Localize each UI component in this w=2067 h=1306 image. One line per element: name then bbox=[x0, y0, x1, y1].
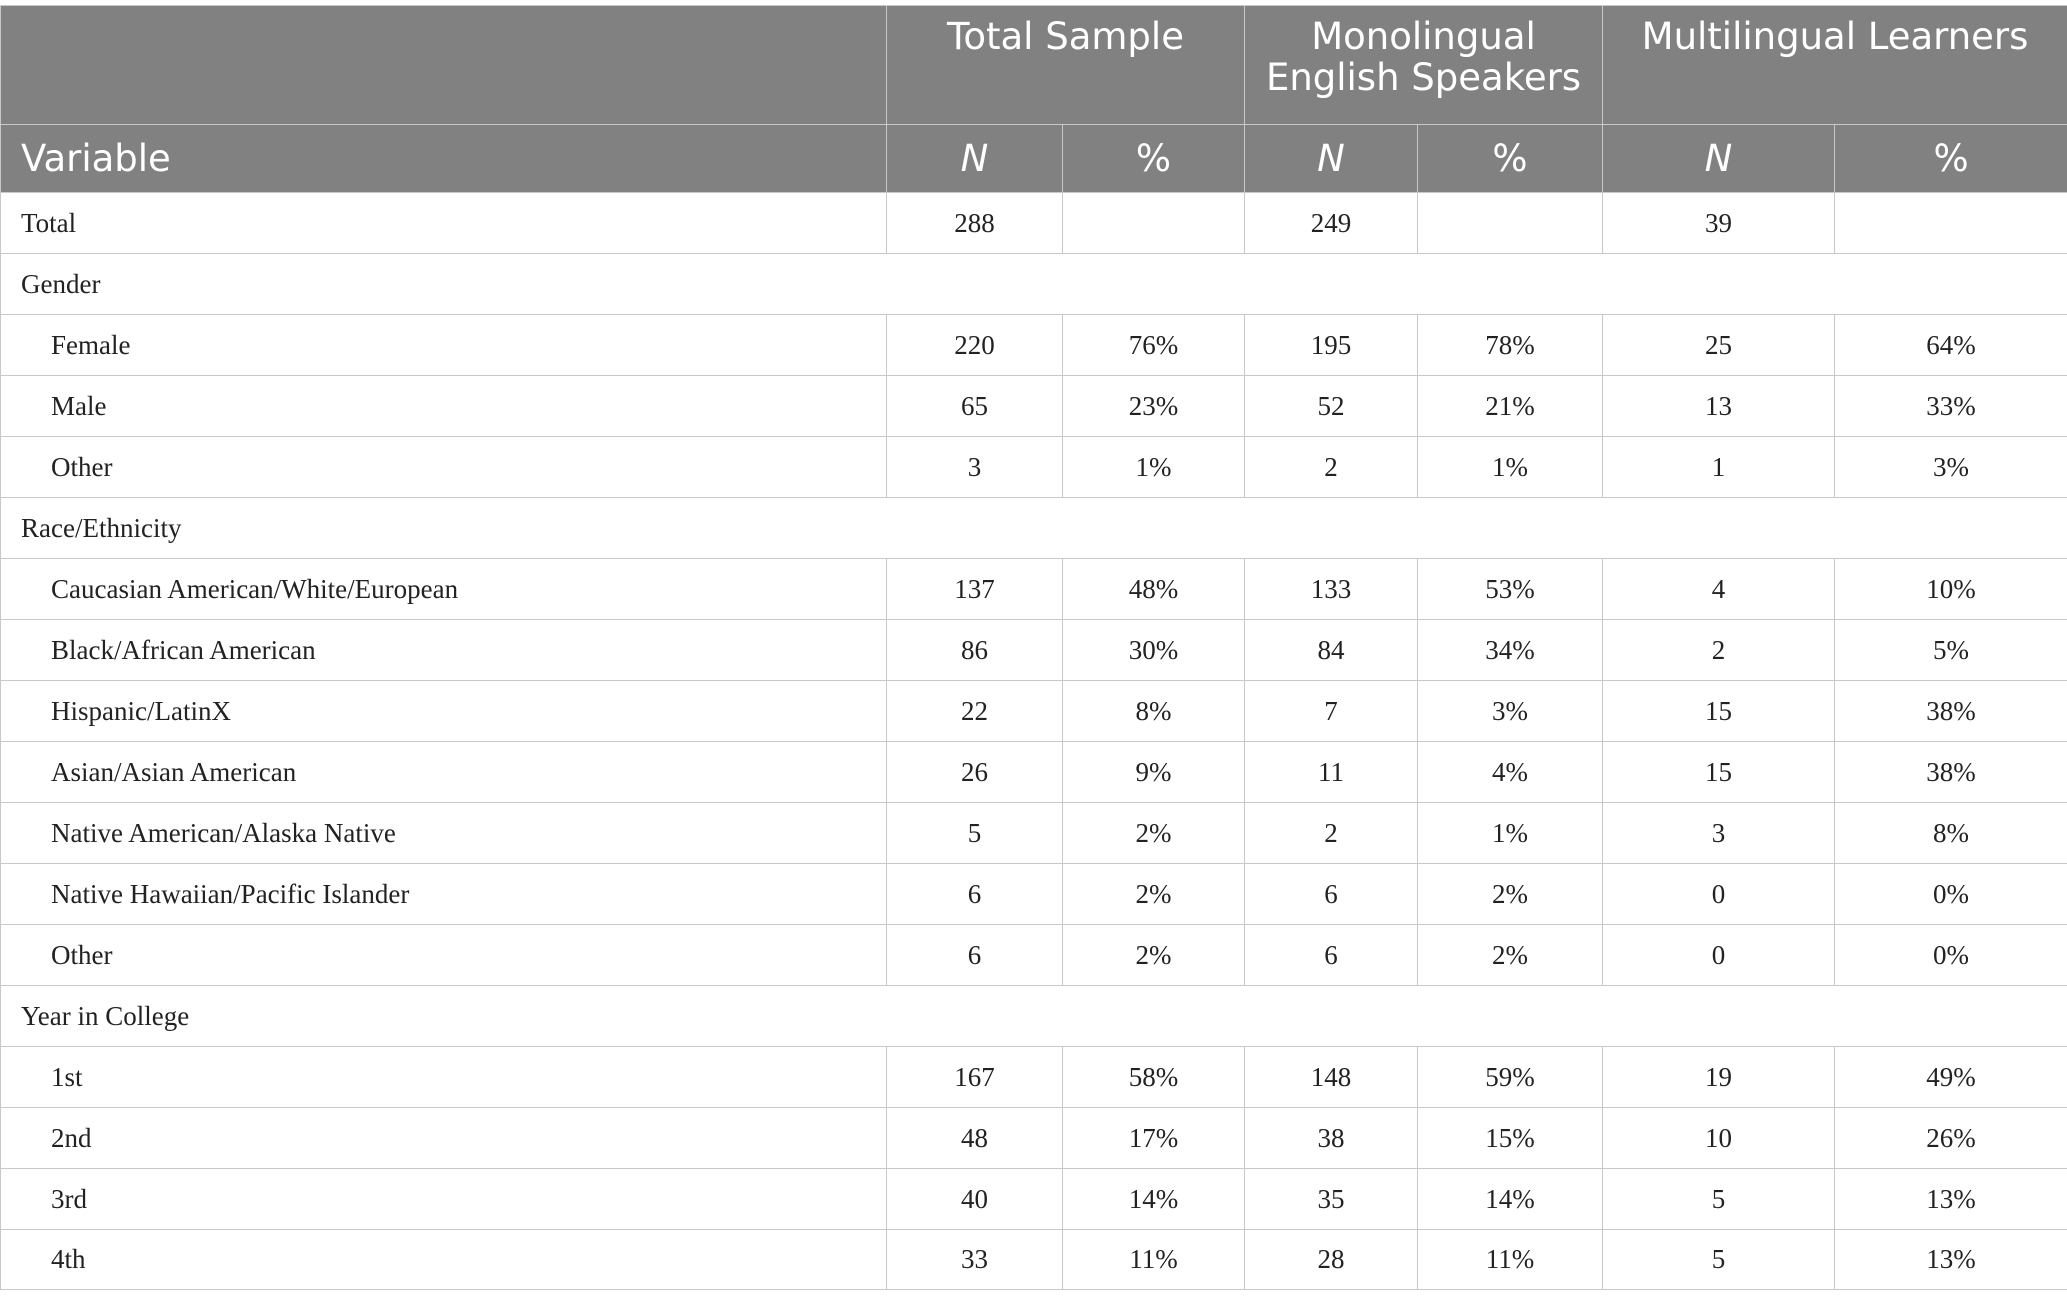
group-header-row bbox=[1, 6, 2067, 125]
row-label: Other bbox=[1, 925, 887, 986]
row-label: Hispanic/LatinX bbox=[1, 681, 887, 742]
table-row bbox=[1, 1047, 2067, 1108]
column-header-row bbox=[1, 125, 2067, 193]
row-label: Black/African American bbox=[1, 620, 887, 681]
cell-multi-pct: 38% bbox=[1835, 742, 2067, 803]
cell-mono-n: 35 bbox=[1245, 1169, 1418, 1230]
table-row bbox=[1, 437, 2067, 498]
group-header-monolingual: Monolingual English Speakers bbox=[1245, 6, 1603, 125]
row-label: Female bbox=[1, 315, 887, 376]
cell-total-n: 65 bbox=[887, 376, 1063, 437]
cell-total-n: 5 bbox=[887, 803, 1063, 864]
cell-total-pct: 14% bbox=[1063, 1169, 1245, 1230]
cell-total-pct: 76% bbox=[1063, 315, 1245, 376]
pct-header: % bbox=[1418, 125, 1603, 193]
cell-total-pct: 2% bbox=[1063, 864, 1245, 925]
group-header-multilingual: Multilingual Learners bbox=[1603, 6, 2067, 125]
cell-multi-pct: 5% bbox=[1835, 620, 2067, 681]
cell-total-pct: 1% bbox=[1063, 437, 1245, 498]
cell-total-n: 137 bbox=[887, 559, 1063, 620]
cell-multi-pct bbox=[1835, 193, 2067, 254]
section-row-year-in-college bbox=[1, 986, 2067, 1047]
cell-mono-n: 38 bbox=[1245, 1108, 1418, 1169]
table-row bbox=[1, 376, 2067, 437]
cell-total-pct bbox=[1063, 193, 1245, 254]
section-label: Race/Ethnicity bbox=[1, 498, 2067, 559]
table-row bbox=[1, 681, 2067, 742]
cell-multi-n: 5 bbox=[1603, 1169, 1835, 1230]
cell-multi-pct: 64% bbox=[1835, 315, 2067, 376]
table-row bbox=[1, 559, 2067, 620]
cell-mono-pct: 78% bbox=[1418, 315, 1603, 376]
cell-mono-pct: 4% bbox=[1418, 742, 1603, 803]
cell-total-n: 86 bbox=[887, 620, 1063, 681]
row-label: 3rd bbox=[1, 1169, 887, 1230]
cell-multi-n: 39 bbox=[1603, 193, 1835, 254]
cell-multi-n: 5 bbox=[1603, 1230, 1835, 1290]
cell-multi-n: 0 bbox=[1603, 925, 1835, 986]
cell-multi-pct: 33% bbox=[1835, 376, 2067, 437]
cell-total-pct: 9% bbox=[1063, 742, 1245, 803]
cell-total-pct: 23% bbox=[1063, 376, 1245, 437]
cell-mono-n: 7 bbox=[1245, 681, 1418, 742]
cell-mono-pct: 15% bbox=[1418, 1108, 1603, 1169]
cell-total-pct: 30% bbox=[1063, 620, 1245, 681]
table-row bbox=[1, 315, 2067, 376]
cell-multi-n: 2 bbox=[1603, 620, 1835, 681]
section-row-race-ethnicity bbox=[1, 498, 2067, 559]
cell-mono-n: 249 bbox=[1245, 193, 1418, 254]
table-row bbox=[1, 1230, 2067, 1290]
row-label: 1st bbox=[1, 1047, 887, 1108]
cell-total-n: 6 bbox=[887, 864, 1063, 925]
cell-multi-pct: 8% bbox=[1835, 803, 2067, 864]
table-row bbox=[1, 1108, 2067, 1169]
header-blank-cell bbox=[1, 6, 887, 125]
cell-multi-pct: 13% bbox=[1835, 1169, 2067, 1230]
cell-multi-n: 13 bbox=[1603, 376, 1835, 437]
n-header: N bbox=[1245, 125, 1418, 193]
cell-multi-pct: 49% bbox=[1835, 1047, 2067, 1108]
section-label: Year in College bbox=[1, 986, 2067, 1047]
cell-mono-pct: 2% bbox=[1418, 925, 1603, 986]
table-row bbox=[1, 620, 2067, 681]
section-row-gender bbox=[1, 254, 2067, 315]
row-label: Other bbox=[1, 437, 887, 498]
row-label: Male bbox=[1, 376, 887, 437]
cell-mono-n: 84 bbox=[1245, 620, 1418, 681]
cell-mono-n: 195 bbox=[1245, 315, 1418, 376]
cell-mono-n: 148 bbox=[1245, 1047, 1418, 1108]
group-header-total-sample: Total Sample bbox=[887, 6, 1245, 125]
pct-header: % bbox=[1835, 125, 2067, 193]
row-label: Native Hawaiian/Pacific Islander bbox=[1, 864, 887, 925]
cell-multi-pct: 3% bbox=[1835, 437, 2067, 498]
cell-total-pct: 11% bbox=[1063, 1230, 1245, 1290]
cell-total-n: 167 bbox=[887, 1047, 1063, 1108]
cell-mono-pct: 2% bbox=[1418, 864, 1603, 925]
cell-total-pct: 58% bbox=[1063, 1047, 1245, 1108]
row-label: Total bbox=[1, 193, 887, 254]
cell-mono-pct: 59% bbox=[1418, 1047, 1603, 1108]
cell-total-pct: 48% bbox=[1063, 559, 1245, 620]
cell-multi-n: 1 bbox=[1603, 437, 1835, 498]
cell-mono-pct: 3% bbox=[1418, 681, 1603, 742]
cell-total-pct: 2% bbox=[1063, 803, 1245, 864]
cell-multi-n: 15 bbox=[1603, 742, 1835, 803]
cell-mono-n: 11 bbox=[1245, 742, 1418, 803]
cell-mono-n: 28 bbox=[1245, 1230, 1418, 1290]
cell-mono-pct: 21% bbox=[1418, 376, 1603, 437]
cell-mono-pct: 11% bbox=[1418, 1230, 1603, 1290]
cell-mono-n: 2 bbox=[1245, 437, 1418, 498]
cell-mono-n: 6 bbox=[1245, 864, 1418, 925]
cell-total-pct: 17% bbox=[1063, 1108, 1245, 1169]
n-header: N bbox=[1603, 125, 1835, 193]
row-label: Asian/Asian American bbox=[1, 742, 887, 803]
row-label: 4th bbox=[1, 1230, 887, 1290]
variable-header: Variable bbox=[1, 125, 887, 193]
cell-mono-n: 52 bbox=[1245, 376, 1418, 437]
cell-total-n: 3 bbox=[887, 437, 1063, 498]
cell-total-pct: 8% bbox=[1063, 681, 1245, 742]
cell-total-n: 40 bbox=[887, 1169, 1063, 1230]
cell-mono-pct: 1% bbox=[1418, 437, 1603, 498]
cell-total-n: 288 bbox=[887, 193, 1063, 254]
table-row bbox=[1, 864, 2067, 925]
cell-multi-pct: 13% bbox=[1835, 1230, 2067, 1290]
demographics-table bbox=[0, 5, 2067, 1290]
section-label: Gender bbox=[1, 254, 2067, 315]
row-label: 2nd bbox=[1, 1108, 887, 1169]
cell-total-n: 48 bbox=[887, 1108, 1063, 1169]
cell-mono-pct: 53% bbox=[1418, 559, 1603, 620]
table-row bbox=[1, 803, 2067, 864]
table-row-total bbox=[1, 193, 2067, 254]
cell-mono-pct: 14% bbox=[1418, 1169, 1603, 1230]
cell-total-n: 33 bbox=[887, 1230, 1063, 1290]
n-header: N bbox=[887, 125, 1063, 193]
cell-multi-pct: 38% bbox=[1835, 681, 2067, 742]
cell-multi-n: 25 bbox=[1603, 315, 1835, 376]
cell-multi-n: 15 bbox=[1603, 681, 1835, 742]
cell-multi-n: 3 bbox=[1603, 803, 1835, 864]
row-label: Native American/Alaska Native bbox=[1, 803, 887, 864]
cell-mono-n: 6 bbox=[1245, 925, 1418, 986]
row-label: Caucasian American/White/European bbox=[1, 559, 887, 620]
cell-multi-pct: 0% bbox=[1835, 864, 2067, 925]
cell-multi-n: 19 bbox=[1603, 1047, 1835, 1108]
cell-multi-n: 4 bbox=[1603, 559, 1835, 620]
cell-multi-pct: 0% bbox=[1835, 925, 2067, 986]
cell-total-n: 22 bbox=[887, 681, 1063, 742]
cell-multi-pct: 26% bbox=[1835, 1108, 2067, 1169]
table-row bbox=[1, 1169, 2067, 1230]
cell-multi-n: 10 bbox=[1603, 1108, 1835, 1169]
cell-mono-n: 2 bbox=[1245, 803, 1418, 864]
cell-mono-pct bbox=[1418, 193, 1603, 254]
pct-header: % bbox=[1063, 125, 1245, 193]
cell-total-pct: 2% bbox=[1063, 925, 1245, 986]
cell-total-n: 220 bbox=[887, 315, 1063, 376]
cell-multi-pct: 10% bbox=[1835, 559, 2067, 620]
cell-total-n: 6 bbox=[887, 925, 1063, 986]
cell-multi-n: 0 bbox=[1603, 864, 1835, 925]
cell-mono-pct: 1% bbox=[1418, 803, 1603, 864]
cell-mono-n: 133 bbox=[1245, 559, 1418, 620]
cell-mono-pct: 34% bbox=[1418, 620, 1603, 681]
table-row bbox=[1, 925, 2067, 986]
table-row bbox=[1, 742, 2067, 803]
cell-total-n: 26 bbox=[887, 742, 1063, 803]
